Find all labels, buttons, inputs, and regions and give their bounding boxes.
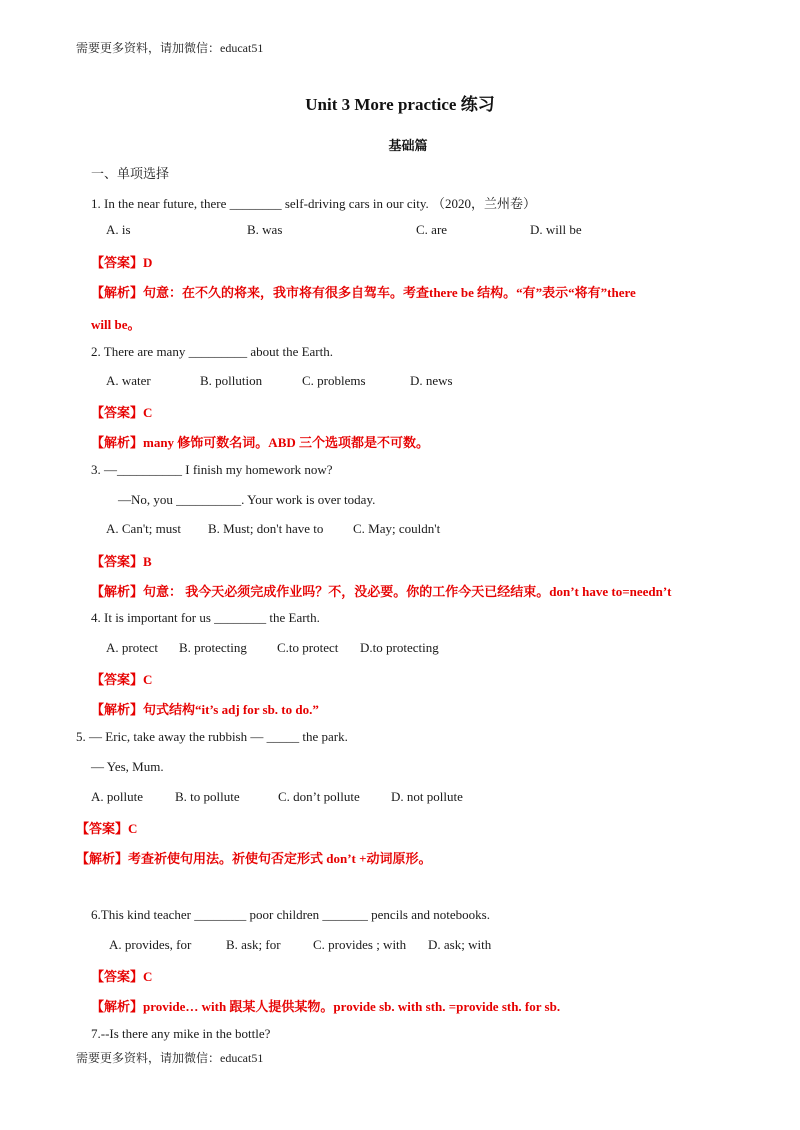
footer-note: 需要更多资料，请加微信：educat51 <box>76 1051 264 1065</box>
question-1-option-a: A. is <box>106 222 131 237</box>
question-1-analysis: 【解析】句意：在不久的将来，我市将有很多自驾车。考查there be 结构。“有”表示“将有”there <box>91 285 636 300</box>
question-3-stem: 3. —__________ I finish my homework now? <box>91 462 333 477</box>
question-3-option-c: C. May; couldn't <box>353 521 441 536</box>
question-2-analysis: 【解析】many 修饰可数名词。ABD 三个选项都是不可数。 <box>91 435 430 450</box>
question-6-option-c: C. provides ; with <box>313 937 407 952</box>
question-6-option-d: D. ask; with <box>428 937 492 952</box>
question-6-option-b: B. ask; for <box>226 937 281 952</box>
question-4-analysis: 【解析】句式结构“it’s adj for sb. to do.” <box>91 702 319 717</box>
question-4-option-c: C.to protect <box>277 640 339 655</box>
question-4-option-d: D.to protecting <box>360 640 439 655</box>
question-4-option-b: B. protecting <box>179 640 247 655</box>
question-6-answer: 【答案】C <box>91 969 153 984</box>
question-4-answer: 【答案】C <box>91 672 153 687</box>
question-6-option-a: A. provides, for <box>109 937 192 952</box>
question-2-option-d: D. news <box>410 373 453 388</box>
question-4-stem: 4. It is important for us ________ the Earth. <box>91 610 320 625</box>
question-1-stem: 1. In the near future, there ________ self-driving cars in our city. （2020，兰州卷） <box>91 196 537 211</box>
question-7-stem: 7.--Is there any mike in the bottle? <box>91 1026 271 1041</box>
question-1-option-d: D. will be <box>530 222 582 237</box>
question-3-option-a: A. Can't; must <box>106 521 181 536</box>
question-5-answer: 【答案】C <box>76 821 138 836</box>
header-note: 需要更多资料，请加微信：educat51 <box>76 41 264 55</box>
question-2-option-c: C. problems <box>302 373 366 388</box>
page-title: Unit 3 More practice 练习 <box>305 95 495 114</box>
question-3-option-b: B. Must; don't have to <box>208 521 324 536</box>
question-4-option-a: A. protect <box>106 640 158 655</box>
question-3-answer: 【答案】B <box>91 554 152 569</box>
question-1-option-b: B. was <box>247 222 283 237</box>
question-2-answer: 【答案】C <box>91 405 153 420</box>
question-5-option-a: A. pollute <box>91 789 143 804</box>
section-subtitle: 基础篇 <box>388 138 428 153</box>
question-1-answer: 【答案】D <box>91 255 153 270</box>
question-1-option-c: C. are <box>416 222 448 237</box>
section-heading: 一、单项选择 <box>91 166 170 181</box>
question-2-option-b: B. pollution <box>200 373 263 388</box>
question-1-analysis-continued: will be。 <box>91 317 141 332</box>
question-5-option-c: C. don’t pollute <box>278 789 360 804</box>
question-5-option-b: B. to pollute <box>175 789 240 804</box>
question-5-option-d: D. not pollute <box>391 789 463 804</box>
question-5-stem: 5. — Eric, take away the rubbish — _____ the park. <box>76 729 348 744</box>
question-5-stem-reply: — Yes, Mum. <box>91 759 164 774</box>
question-6-stem: 6.This kind teacher ________ poor children _______ pencils and notebooks. <box>91 907 490 922</box>
question-2-option-a: A. water <box>106 373 151 388</box>
question-3-analysis: 【解析】句意： 我今天必须完成作业吗？不，没必要。你的工作今天已经结束。don’t have to=needn’t <box>91 584 672 599</box>
question-3-stem-reply: —No, you __________. Your work is over today. <box>118 492 376 507</box>
question-6-analysis: 【解析】provide… with 跟某人提供某物。provide sb. with sth. =provide sth. for sb. <box>91 999 561 1014</box>
question-2-stem: 2. There are many _________ about the Earth. <box>91 344 333 359</box>
question-5-analysis: 【解析】考查祈使句用法。祈使句否定形式 don’t +动词原形。 <box>76 851 432 866</box>
